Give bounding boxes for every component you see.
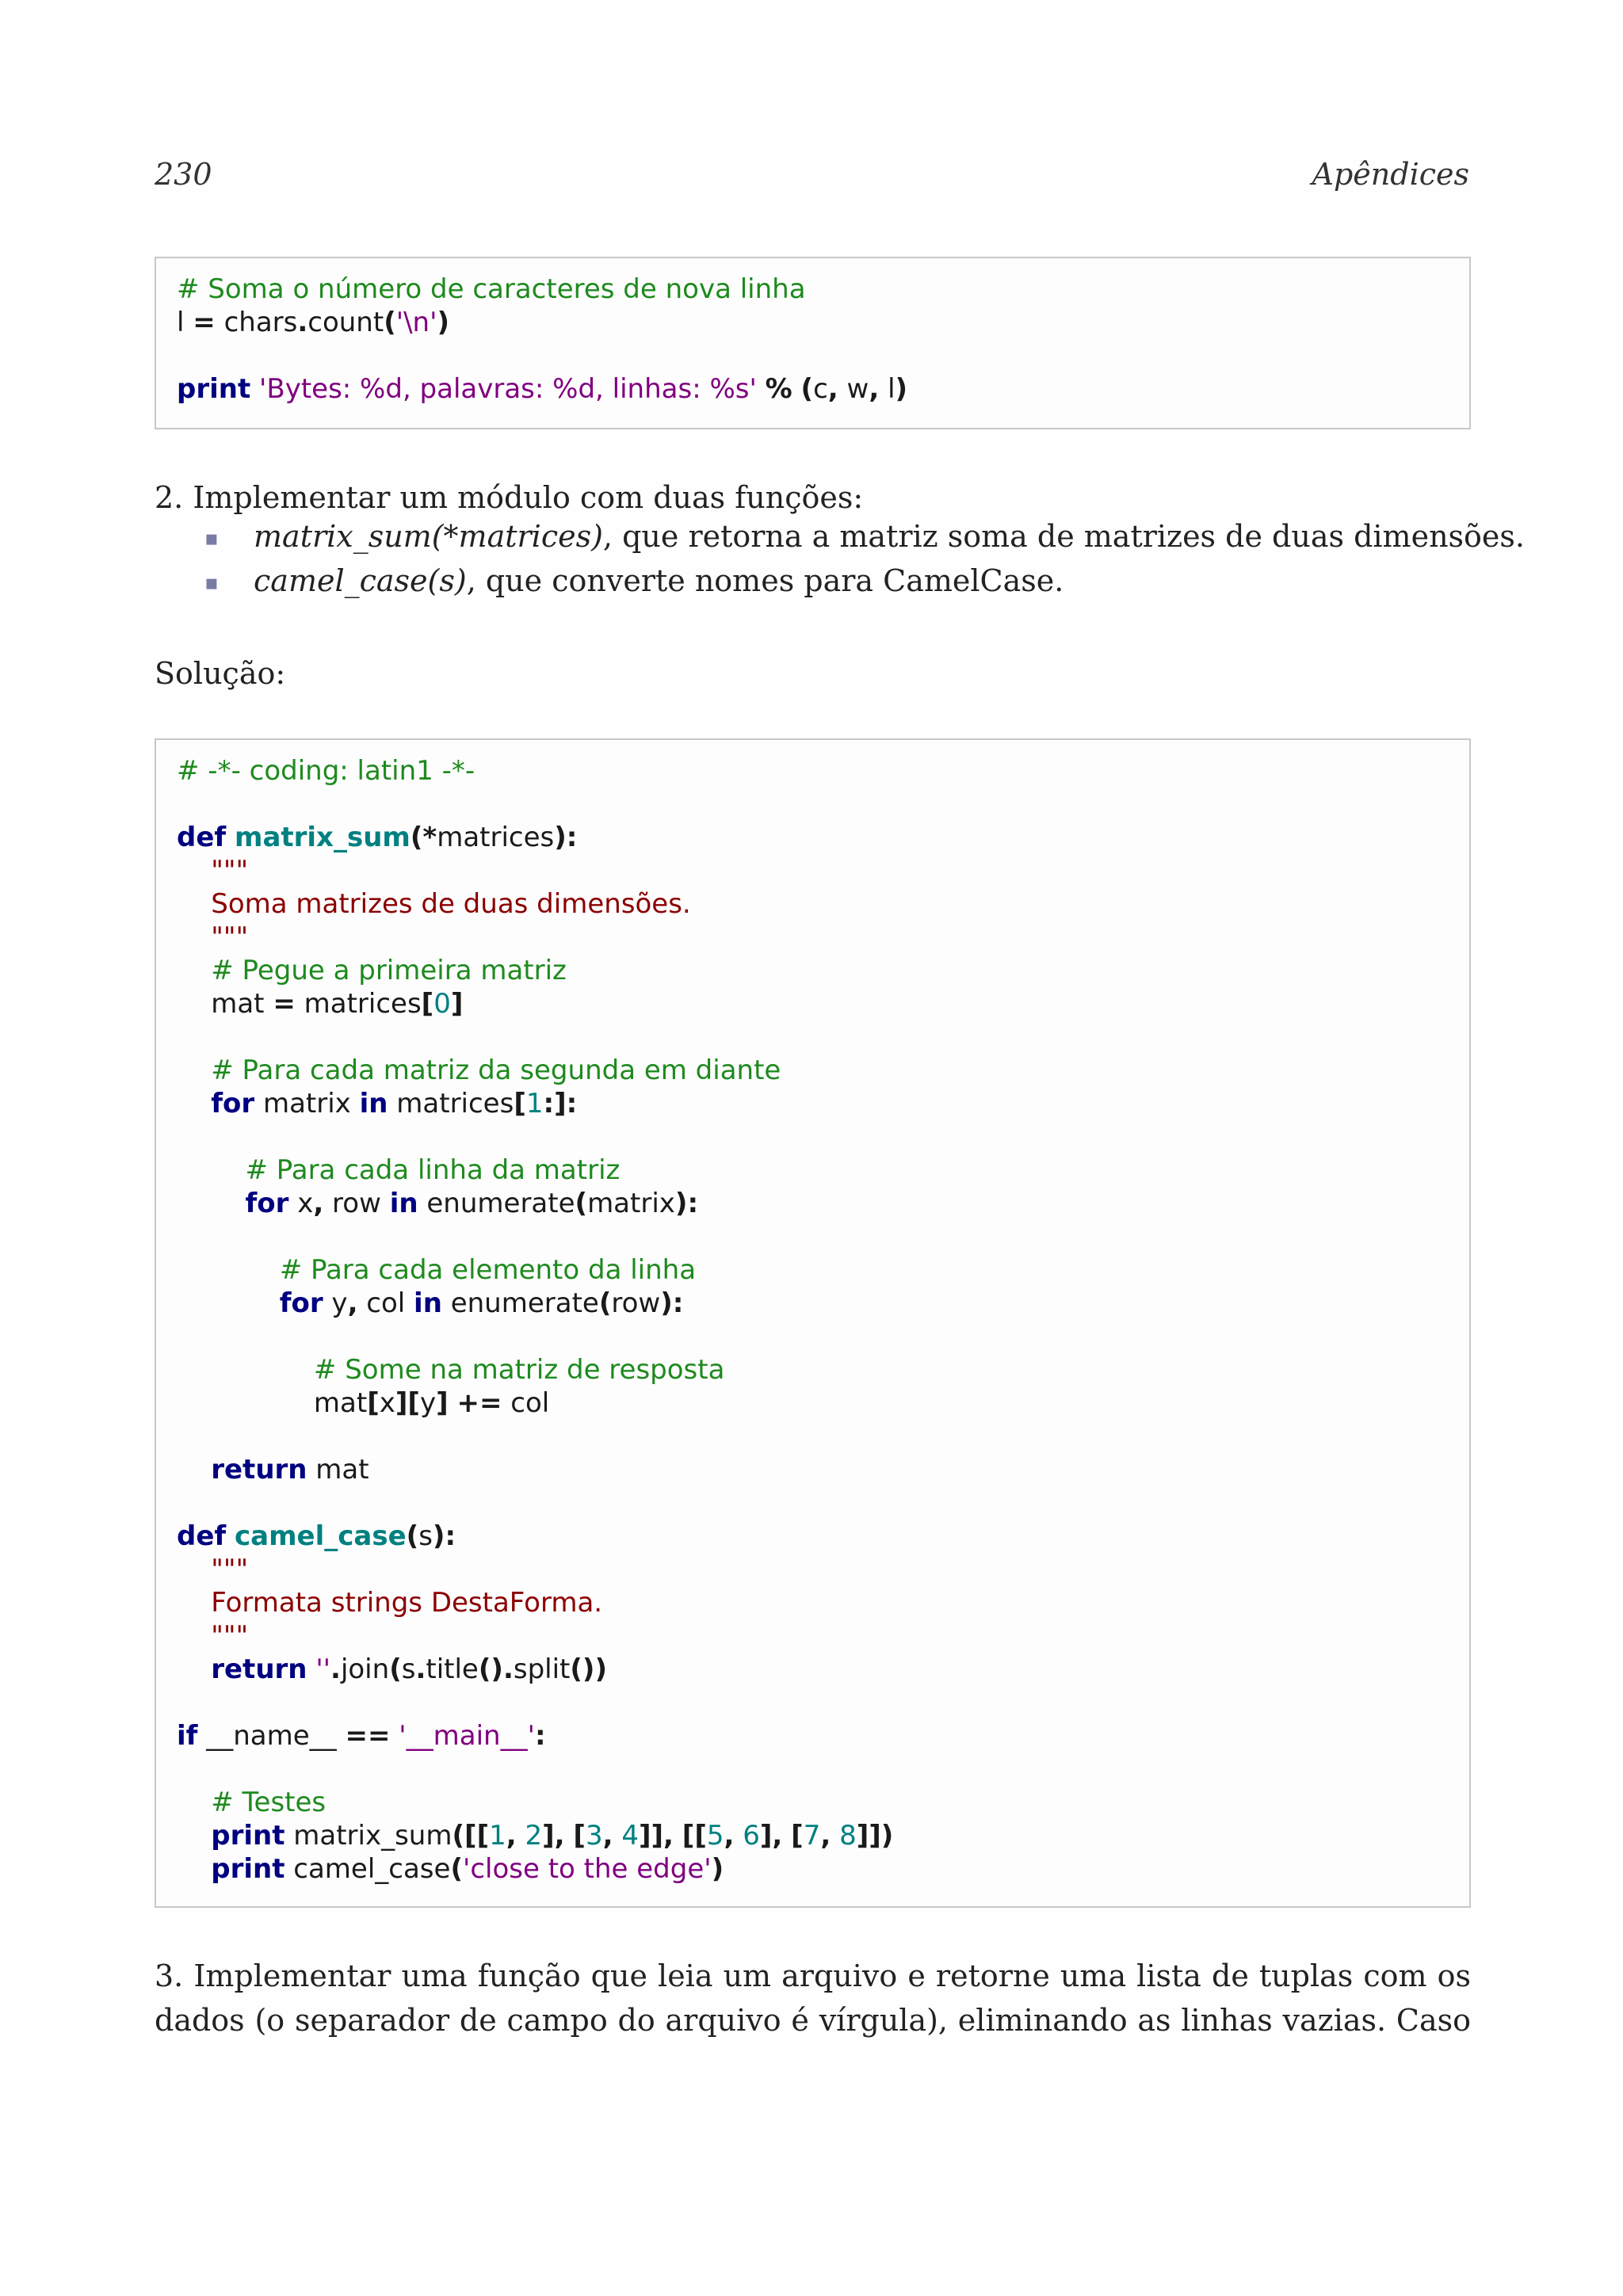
code-line [177,1253,696,1287]
code-token: x [379,1387,395,1419]
code-token: 0 [433,988,451,1020]
code-token: '' [315,1653,331,1685]
code-token: , [602,1820,613,1852]
code-line [177,1054,781,1087]
code-line [177,1719,546,1753]
code-token: ( [575,1188,588,1219]
code-token: chars [215,307,298,338]
code-token: # Soma o número de caracteres de nova linha [177,273,806,305]
code-token: , [820,1820,831,1852]
code-token: row [323,1188,390,1219]
code-token: l [879,373,896,405]
code-line [177,754,475,788]
code-line [177,1154,620,1187]
code-line [177,1619,248,1653]
code-token: camel_case [235,1520,407,1552]
code-token: ], [759,1820,783,1852]
code-token: def [177,1520,227,1552]
exercise-3-line-2: dados (o separador de campo do arquivo é vírgula), eliminando as linhas vazias. Caso [155,2003,1471,2038]
code-token [177,1620,211,1652]
code-token: , [313,1188,324,1219]
code-token: 2 [525,1820,543,1852]
code-token: matrix_sum [285,1820,453,1852]
code-token: ): [432,1520,456,1552]
code-token [177,1454,211,1486]
code-token: matrix_sum [235,822,411,853]
code-token: # Para cada linha da matriz [245,1154,621,1186]
code-token: [ [791,1820,804,1852]
code-token: matrices [295,988,422,1020]
code-token: = [273,988,296,1020]
code-token: """ [211,921,249,953]
code-token: ( [384,307,396,338]
code-token: ][ [395,1387,420,1419]
code-token: y [419,1387,437,1419]
code-token [177,1354,314,1386]
code-token: col [357,1287,414,1319]
code-token: if [177,1720,198,1752]
code-token: : [534,1720,546,1752]
code-token: , [506,1820,517,1852]
code-token [226,1520,235,1552]
exercise-2-heading: 2. Implementar um módulo com duas funções: [155,480,864,515]
code-token: :]: [543,1088,578,1119]
code-token: # -*- coding: latin1 -*- [177,755,475,787]
code-line [177,854,248,887]
code-token: 3 [585,1820,603,1852]
code-token [177,1088,211,1119]
code-line [177,921,248,954]
code-token: 1 [525,1088,544,1119]
function-description: , que retorna a matriz soma de matrizes de duas dimensões. [602,519,1525,554]
exercise-3-line-1: 3. Implementar uma função que leia um arquivo e retorne uma lista de tuplas com os [155,1958,1471,1993]
code-token: for [279,1287,323,1319]
code-token: ) [895,373,908,405]
code-line [177,306,449,339]
code-token [177,1254,280,1286]
code-token: , [347,1287,358,1319]
code-token [674,1820,682,1852]
code-token: '__main__' [399,1720,535,1752]
code-token: __name__ [197,1720,346,1752]
code-token: x [288,1188,314,1219]
code-token: Soma matrizes de duas dimensões. [211,888,691,920]
code-token: y [323,1287,348,1319]
code-token: (* [410,822,437,853]
code-token: += [456,1387,502,1419]
code-token [177,955,211,986]
code-token: (). [478,1653,514,1685]
code-token: matrix [254,1088,360,1119]
function-signature: matrix_sum(*matrices) [254,519,603,554]
code-token: ( [389,1653,402,1685]
code-token: # Para cada matriz da segunda em diante [211,1055,781,1086]
code-token: in [389,1188,418,1219]
code-token: ( [800,373,814,405]
code-token [177,921,211,953]
code-token: 7 [803,1820,821,1852]
code-token: matrix [587,1188,675,1219]
code-token: return [211,1454,307,1486]
code-token: ): [554,822,578,853]
code-token: print [211,1853,285,1885]
code-token: in [359,1088,388,1119]
code-token [782,1820,791,1852]
code-token: """ [211,855,249,887]
code-token: ] [436,1387,449,1419]
code-token: '\n' [395,307,437,338]
function-signature: camel_case(s) [254,563,467,598]
code-token: Formata strings DestaForma. [211,1587,603,1619]
code-token: print [211,1820,285,1852]
code-token [177,1787,211,1818]
code-token: [ [367,1387,380,1419]
code-token: enumerate [441,1287,599,1319]
code-token: % [765,373,792,405]
bullet-matrix-sum [254,519,1525,554]
code-block-wc-snippet [155,257,1471,429]
code-token [177,1653,211,1685]
code-token: , [724,1820,735,1852]
code-line [177,1819,893,1852]
code-token: . [330,1653,341,1685]
code-token: mat [307,1454,369,1486]
code-token: [ [514,1088,526,1119]
code-token: # Testes [211,1787,327,1818]
code-token [517,1820,525,1852]
section-title: Apêndices [1312,157,1469,192]
code-line [177,1852,724,1886]
code-token: return [211,1653,307,1685]
code-token: . [297,307,308,338]
code-token: , [827,373,838,405]
page-header [155,157,1469,204]
bullet-marker: ▪ [204,527,219,551]
code-token: ) [711,1853,724,1885]
code-token: # Pegue a primeira matriz [211,955,567,986]
code-token: s [401,1653,416,1685]
code-token [177,1055,211,1086]
code-token: ], [542,1820,565,1852]
code-token [177,1853,211,1885]
code-token [734,1820,743,1852]
code-line [177,1187,698,1220]
code-block-solution [155,738,1471,1908]
code-token: 'close to the edge' [462,1853,712,1885]
code-token [250,373,259,405]
code-token [226,822,235,853]
solution-label: Solução: [155,656,286,691]
code-token [177,1820,211,1852]
code-line [177,987,463,1020]
code-line [177,1287,683,1320]
code-token [177,1154,245,1186]
code-token [565,1820,574,1852]
code-token: """ [211,1554,249,1585]
code-token [792,373,801,405]
code-token: ): [674,1188,699,1219]
code-line [177,1553,248,1586]
code-token: # Some na matriz de resposta [313,1354,725,1386]
code-line [177,1353,724,1386]
code-token: == [345,1720,391,1752]
code-line [177,1087,577,1120]
code-token: c [813,373,828,405]
code-token [390,1720,399,1752]
code-token [177,855,211,887]
code-token [307,1653,316,1685]
code-token: [ [421,988,434,1020]
code-token: print [177,373,251,405]
code-line [177,954,567,987]
code-token [757,373,766,405]
function-description: , que converte nomes para CamelCase. [466,563,1064,598]
code-token [177,1287,280,1319]
bullet-marker: ▪ [204,571,219,595]
code-token: camel_case [285,1853,451,1885]
code-token: 6 [743,1820,760,1852]
code-token: ]], [638,1820,674,1852]
code-token: = [193,307,216,338]
code-token: count [307,307,384,338]
code-token: ] [450,988,464,1020]
code-token: for [211,1088,255,1119]
code-token: ]]) [856,1820,894,1852]
bullet-camel-case [254,563,1064,598]
code-token: matrices [388,1088,514,1119]
code-line [177,1786,326,1819]
code-line [177,1386,549,1420]
code-token: w [838,373,869,405]
code-token: ): [660,1287,684,1319]
code-token: join [340,1653,390,1685]
code-token: 'Bytes: %d, palavras: %d, linhas: %s' [259,373,757,405]
code-token: ( [406,1520,419,1552]
code-token [177,1587,211,1619]
code-token [177,888,211,920]
code-token: row [611,1287,661,1319]
code-token: 4 [621,1820,639,1852]
code-token: """ [211,1620,249,1652]
code-token: l [177,307,193,338]
code-line [177,887,691,921]
code-token: def [177,822,227,853]
code-token: for [245,1188,289,1219]
code-token: matrices [437,822,555,853]
code-token: enumerate [418,1188,575,1219]
code-token: s [418,1520,433,1552]
code-line [177,1453,369,1486]
code-token: mat [177,1387,368,1419]
code-line [177,1586,602,1619]
code-line [177,273,806,306]
code-token: title [426,1653,479,1685]
code-token [613,1820,622,1852]
code-token: . [415,1653,426,1685]
code-token [177,1554,211,1585]
code-token: in [414,1287,442,1319]
code-token: ([[ [452,1820,490,1852]
code-token: col [502,1387,550,1419]
code-line [177,1520,456,1553]
code-line [177,1653,607,1686]
code-line [177,821,577,854]
code-token: 8 [839,1820,857,1852]
code-token [177,1188,245,1219]
code-token: 5 [706,1820,724,1852]
page-number: 230 [155,157,212,192]
code-token: [ [573,1820,586,1852]
code-token: ( [598,1287,612,1319]
code-token: [[ [682,1820,707,1852]
code-token: , [869,373,880,405]
code-token: ()) [570,1653,608,1685]
code-token [831,1820,839,1852]
code-line [177,372,907,406]
code-token: ) [437,307,449,338]
code-token: split [513,1653,571,1685]
code-token: # Para cada elemento da linha [279,1254,697,1286]
code-token [449,1387,457,1419]
code-token: mat [177,988,273,1020]
code-token: ( [450,1853,463,1885]
code-token: 1 [489,1820,506,1852]
